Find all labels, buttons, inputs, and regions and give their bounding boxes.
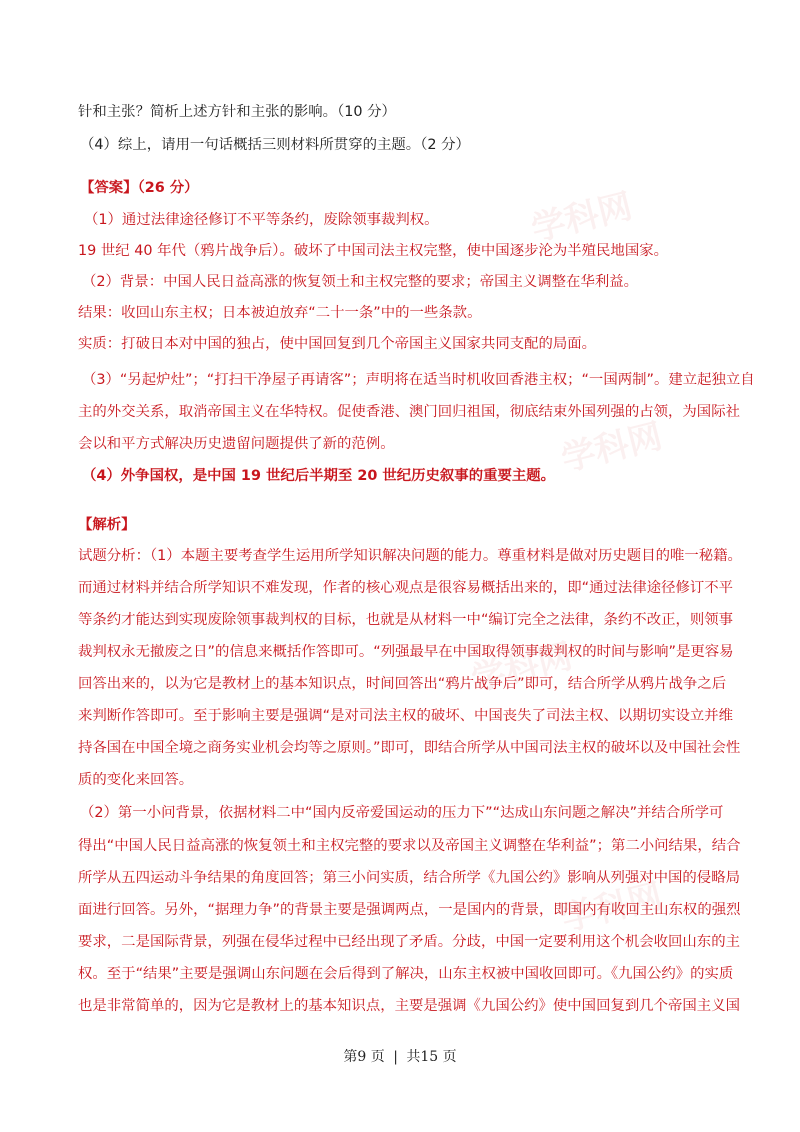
footer-separator: | xyxy=(393,1049,398,1065)
analysis-line: 来判断作答即可。至于影响主要是强调“是对司法主权的破坏、中国丧失了司法主权、以期切实设立并维 xyxy=(78,708,734,724)
page-total: 共15 页 xyxy=(406,1049,457,1065)
answer-line: （1）通过法律途径修订不平等条约，废除领事裁判权。 xyxy=(84,212,439,228)
answer-line: 结果：收回山东主权；日本被迫放弃“二十一条”中的一些条款。 xyxy=(78,305,482,321)
page-footer xyxy=(0,1046,800,1066)
analysis-line: 也是非常简单的，因为它是教材上的基本知识点，主要是强调《九国公约》使中国回复到几个帝国主义国 xyxy=(78,998,740,1014)
answer-line: 19 世纪 40 年代（鸦片战争后）。破坏了中国司法主权完整，使中国逐步沦为半殖民地国家。 xyxy=(78,243,668,259)
page-number: 第9 页 xyxy=(343,1049,385,1065)
analysis-line: 持各国在中国全境之商务实业机会均等之原则。”即可，即结合所学从中国司法主权的破坏以及中国社会性 xyxy=(78,740,741,756)
question-line: （4）综上，请用一句话概括三则材料所贯穿的主题。（2 分） xyxy=(80,137,470,153)
answer-line: （4）外争国权，是中国 19 世纪后半期至 20 世纪历史叙事的重要主题。 xyxy=(82,468,556,484)
analysis-line: 面进行回答。另外，“据理力争”的背景主要是强调两点，一是国内的背景，即国内有收回主山东权的强烈 xyxy=(78,902,741,918)
analysis-line: 得出“中国人民日益高涨的恢复领土和主权完整的要求以及帝国主义调整在华利益”；第二小问结果，结合 xyxy=(78,838,741,854)
analysis-line: 质的变化来回答。 xyxy=(78,772,194,788)
answer-line: 实质：打破日本对中国的独占，使中国回复到几个帝国主义国家共同支配的局面。 xyxy=(78,336,597,352)
analysis-line: 回答出来的，以为它是教材上的基本知识点，时间回答出“鸦片战争后”即可，结合所学从鸦片战争之后 xyxy=(78,676,727,692)
analysis-line: 而通过材料并结合所学知识不难发现，作者的核心观点是很容易概括出来的，即“通过法律途径修订不平 xyxy=(78,580,734,596)
question-line: 针和主张？简析上述方针和主张的影响。（10 分） xyxy=(78,104,396,120)
analysis-line: 裁判权永无撤废之日”的信息来概括作答即可。“列强最早在中国取得领事裁判权的时间与影响”是更容易 xyxy=(78,644,734,660)
answer-header: 【答案】（26 分） xyxy=(80,180,199,196)
watermark: 学科网 xyxy=(527,186,637,250)
watermark: 学科网 xyxy=(557,416,667,480)
watermark: 学科网 xyxy=(557,876,667,940)
answer-line: （2）背景：中国人民日益高涨的恢复领土和主权完整的要求；帝国主义调整在华利益。 xyxy=(82,274,639,290)
analysis-line: 要求，二是国际背景，列强在侵华过程中已经出现了矛盾。分歧，中国一定要利用这个机会收回山东的主 xyxy=(78,934,740,950)
analysis-line: 所学从五四运动斗争结果的角度回答；第三小问实质，结合所学《九国公约》影响从列强对中国的侵略局 xyxy=(78,870,740,886)
answer-line: （3）“另起炉灶”；“打扫干净屋子再请客”；声明将在适当时机收回香港主权；“一国两制”。建立起独立自 xyxy=(82,372,755,388)
answer-line: 会以和平方式解决历史遗留问题提供了新的范例。 xyxy=(78,436,395,452)
analysis-line: （2）第一小问背景，依据材料二中“国内反帝爱国运动的压力下”“达成山东问题之解决”并结合所学可 xyxy=(80,805,724,821)
analysis-header: 【解析】 xyxy=(78,517,136,533)
answer-line: 主的外交关系，取消帝国主义在华特权。促使香港、澳门回归祖国，彻底结束外国列强的占领，为国际社 xyxy=(78,404,740,420)
analysis-line: 权。至于“结果”主要是强调山东问题在会后得到了解决，山东主权被中国收回即可。《九国公约》的实质 xyxy=(78,966,734,982)
analysis-line: 试题分析：（1）本题主要考查学生运用所学知识解决问题的能力。尊重材料是做对历史题目的唯一秘籍。 xyxy=(78,548,742,564)
analysis-line: 等条约才能达到实现废除领事裁判权的目标，也就是从材料一中“编订完全之法律，条约不改正，则领事 xyxy=(78,612,734,628)
watermark: 学科网 xyxy=(467,636,577,700)
